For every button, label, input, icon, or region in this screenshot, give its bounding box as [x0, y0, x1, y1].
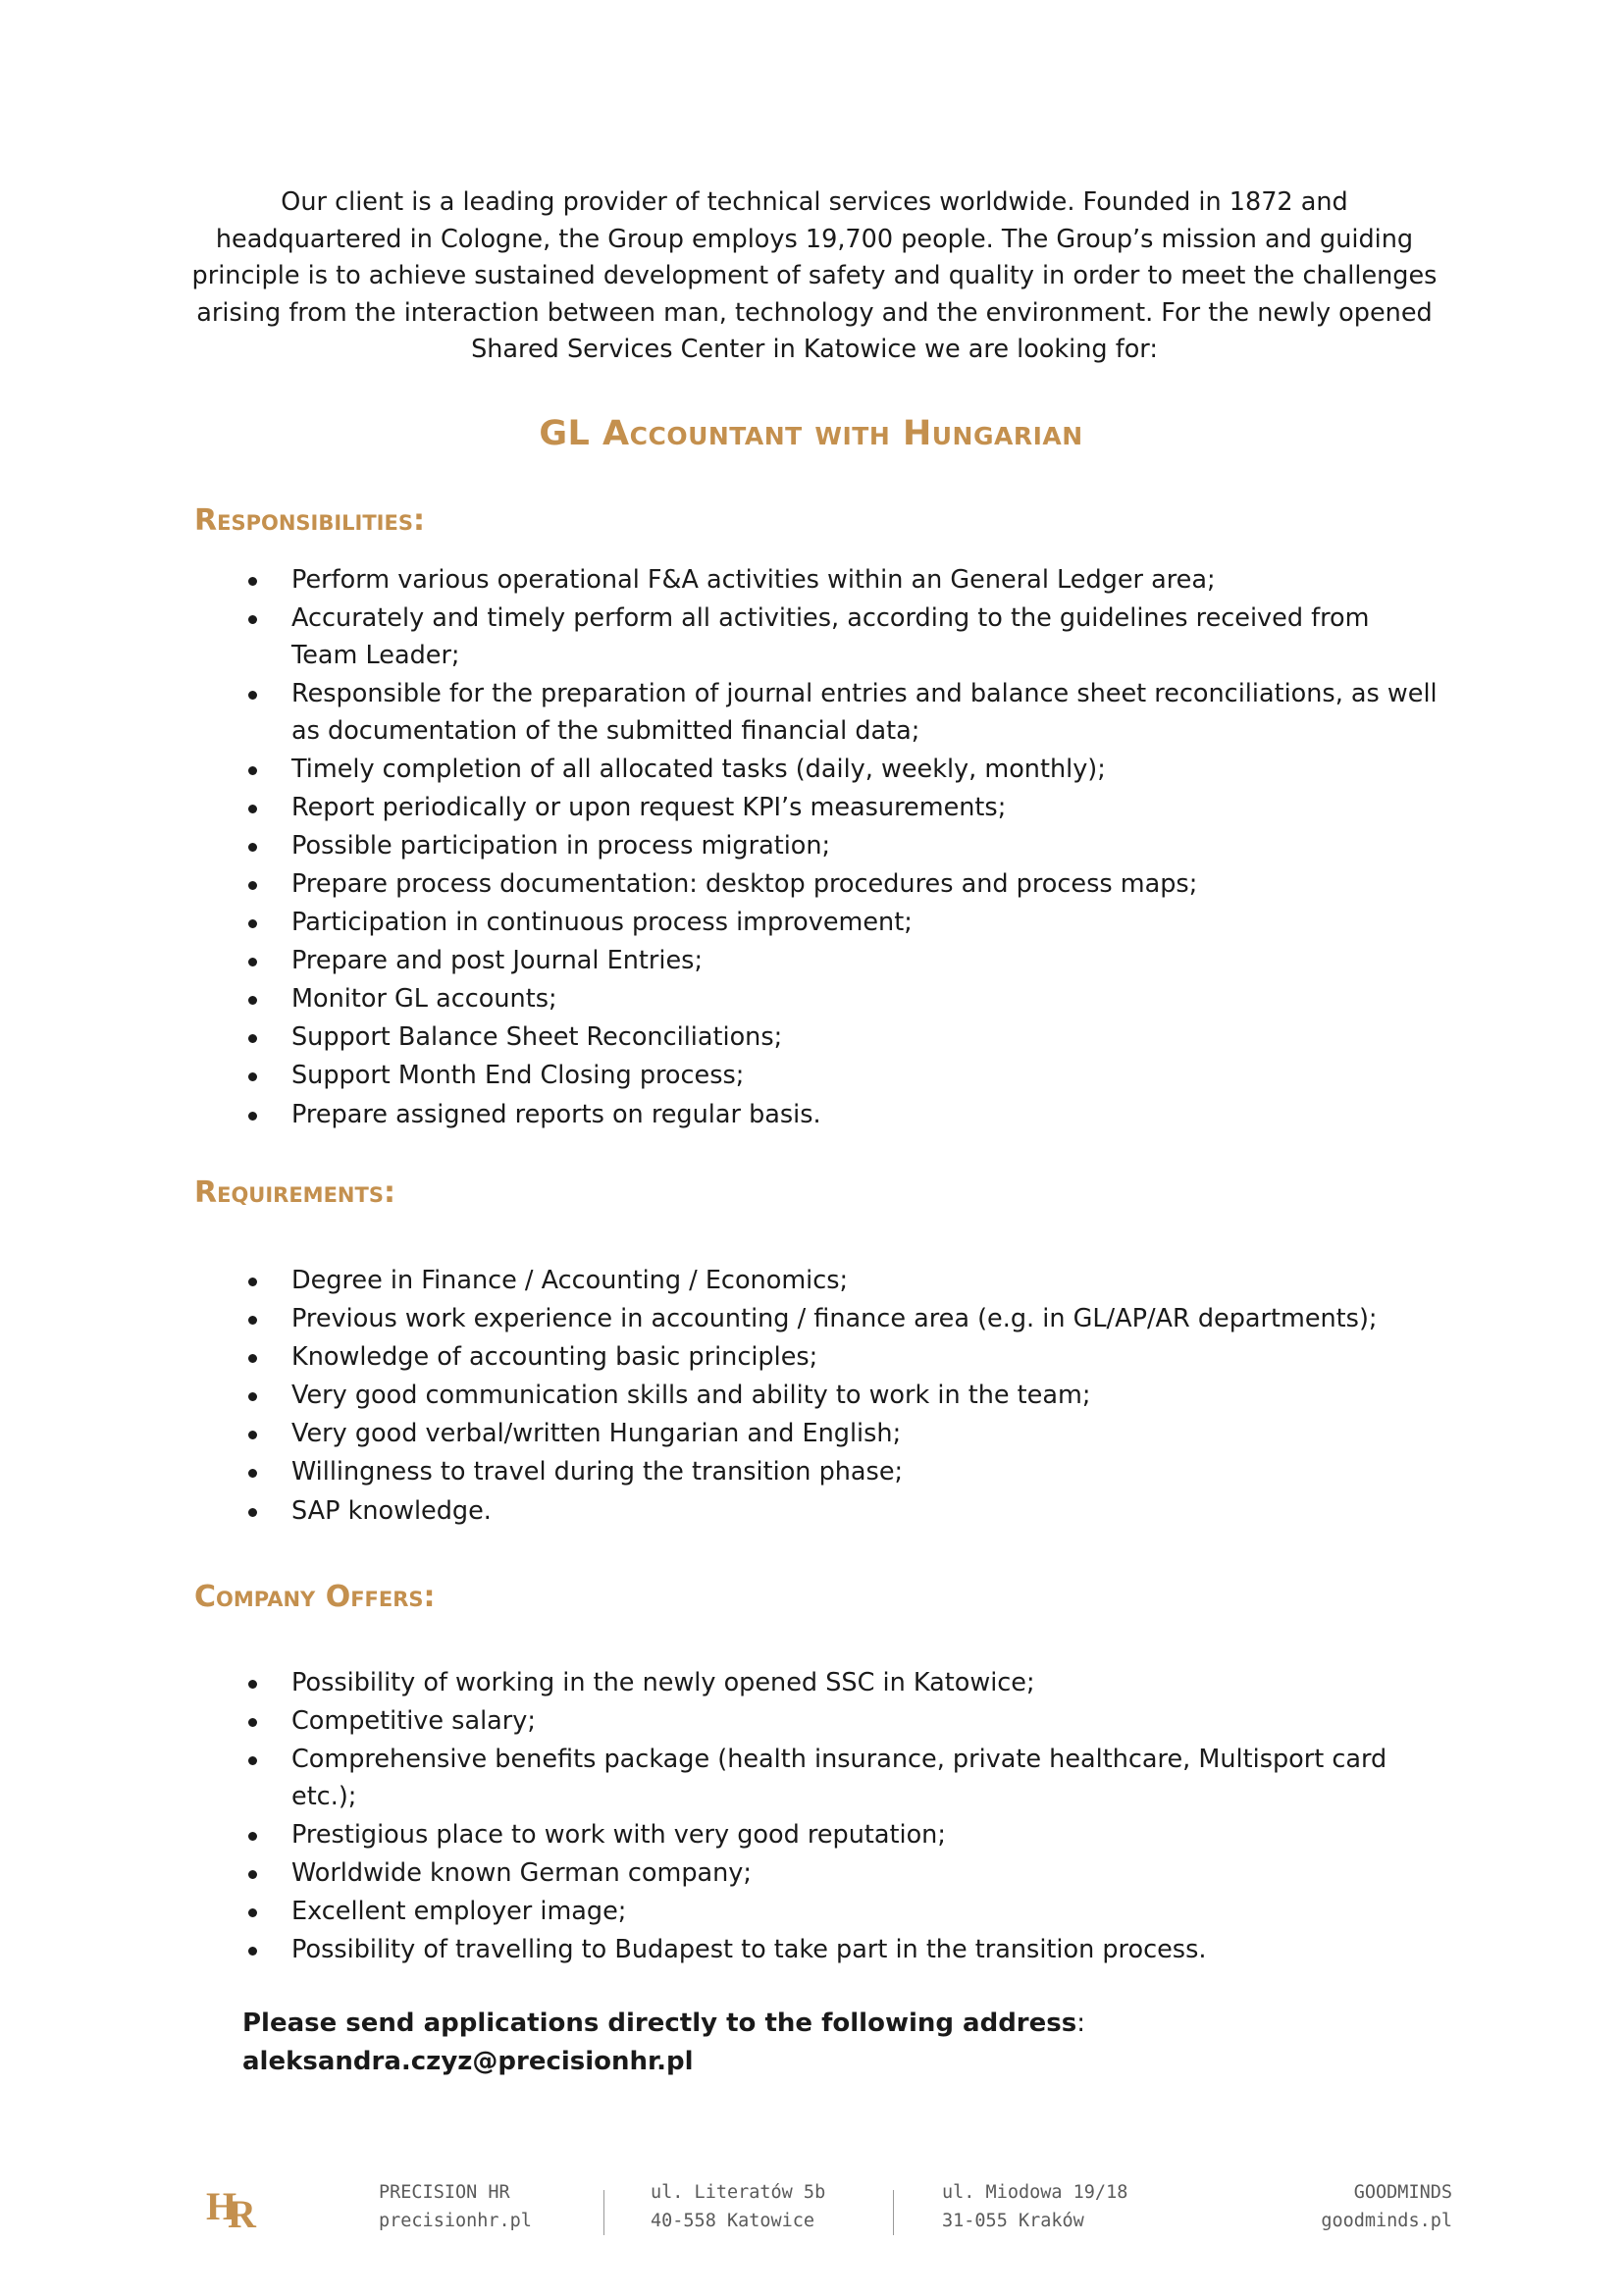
- application-note: [242, 2005, 1085, 2081]
- list-item-text: Prepare process documentation: desktop procedures and process maps;: [291, 868, 1198, 899]
- bullet-icon: [248, 1832, 257, 1841]
- list-item-text: Prepare and post Journal Entries;: [291, 946, 704, 976]
- list-item-text: Degree in Finance / Accounting / Economics;: [291, 1266, 849, 1295]
- bullet-icon: [248, 919, 257, 928]
- list-item-text: Responsible for the preparation of journal entries and balance sheet reconciliations, as well as documentation of the submitted financial data;: [291, 678, 1438, 746]
- footer-street: ul. Miodowa 19/18: [942, 2182, 1128, 2203]
- list-item: [0, 752, 1472, 789]
- list-item: [0, 600, 1472, 674]
- company-offers-heading: Company Offers:: [194, 1580, 436, 1614]
- list-item-text: Monitor GL accounts;: [291, 984, 557, 1015]
- bullet-icon: [248, 1431, 257, 1439]
- svg-text:H: H: [206, 2184, 237, 2228]
- list-item: [0, 1097, 1472, 1134]
- responsibilities-list: [0, 562, 1472, 1135]
- list-item: [0, 981, 1472, 1018]
- list-item-text: SAP knowledge.: [291, 1495, 492, 1526]
- list-item: [0, 1058, 1472, 1095]
- list-item-text: Comprehensive benefits package (health insurance, private healthcare, Multisport card etc.);: [291, 1745, 1387, 1811]
- list-item-text: Prepare assigned reports on regular basis.: [291, 1099, 821, 1129]
- footer-company-name: PRECISION HR: [379, 2182, 510, 2203]
- bullet-icon: [248, 1469, 257, 1478]
- list-item-text: Accurately and timely perform all activities, according to the guidelines received from Team Leader;: [291, 603, 1370, 670]
- application-colon: :: [1076, 2009, 1085, 2038]
- intro-paragraph: Our client is a leading provider of technical services worldwide. Founded in 1872 and headquartered in Cologne, the Group employs 19,700 people. The Group’s mission and guiding principle is to achieve sustained development of safety and quality in order to meet the challenges arising from the interaction between man, technology and the environment. For the newly opened Shared Services Center in Katowice we are looking for:: [191, 187, 1438, 364]
- list-item: [0, 866, 1472, 904]
- bullet-icon: [248, 958, 257, 966]
- footer-krakow-address: [942, 2178, 1127, 2235]
- list-item: [0, 676, 1472, 750]
- precision-hr-logo: [206, 2184, 265, 2238]
- list-item-text: Willingness to travel during the transition phase;: [291, 1457, 904, 1487]
- list-item: [0, 1894, 1472, 1931]
- list-item-text: Excellent employer image;: [291, 1897, 627, 1927]
- footer-katowice-address: [651, 2178, 825, 2235]
- footer-website-link[interactable]: goodminds.pl: [1321, 2211, 1452, 2231]
- list-item: [0, 1301, 1472, 1338]
- application-text: Please send applications directly to the following address: [242, 2009, 1077, 2038]
- bullet-icon: [248, 1870, 257, 1879]
- bullet-icon: [248, 1508, 257, 1517]
- list-item: [0, 790, 1472, 827]
- list-item: [0, 1665, 1472, 1702]
- list-item: [0, 1263, 1472, 1300]
- list-item-text: Very good verbal/written Hungarian and English;: [291, 1419, 902, 1449]
- job-title: GL Accountant with Hungarian: [539, 414, 1083, 453]
- list-item-text: Very good communication skills and ability to work in the team;: [291, 1381, 1091, 1411]
- footer-city: 31-055 Kraków: [942, 2211, 1084, 2231]
- footer-divider: [893, 2190, 894, 2235]
- bullet-icon: [248, 1908, 257, 1917]
- list-item: [0, 1019, 1472, 1057]
- bullet-icon: [248, 1072, 257, 1081]
- svg-text:R: R: [228, 2192, 256, 2229]
- bullet-icon: [248, 1680, 257, 1689]
- list-item: [0, 1703, 1472, 1741]
- list-item-text: Worldwide known German company;: [291, 1858, 752, 1889]
- bullet-icon: [248, 1756, 257, 1765]
- bullet-icon: [248, 1392, 257, 1401]
- list-item: [0, 1742, 1472, 1815]
- bullet-icon: [248, 691, 257, 700]
- bullet-icon: [248, 1278, 257, 1286]
- bullet-icon: [248, 996, 257, 1005]
- bullet-icon: [248, 577, 257, 586]
- bullet-icon: [248, 881, 257, 890]
- list-item: [0, 1932, 1472, 1969]
- list-item: [0, 828, 1472, 865]
- footer-precision-hr: [379, 2178, 532, 2235]
- bullet-icon: [248, 1112, 257, 1121]
- footer-goodminds: [1256, 2178, 1452, 2235]
- bullet-icon: [248, 766, 257, 775]
- list-item: [0, 943, 1472, 980]
- list-item-text: Prestigious place to work with very good reputation;: [291, 1819, 946, 1850]
- list-item: [0, 1855, 1472, 1893]
- list-item: [0, 1454, 1472, 1491]
- list-item: [0, 1416, 1472, 1453]
- application-email[interactable]: aleksandra.czyz@precisionhr.pl: [242, 2047, 694, 2076]
- bullet-icon: [248, 1354, 257, 1363]
- list-item-text: Possibility of working in the newly opened SSC in Katowice;: [291, 1668, 1035, 1697]
- list-item-text: Support Balance Sheet Reconciliations;: [291, 1022, 783, 1053]
- list-item: [0, 1817, 1472, 1854]
- list-item: [0, 905, 1472, 942]
- responsibilities-heading: Responsibilities:: [194, 503, 425, 538]
- footer-divider: [603, 2190, 604, 2235]
- list-item-text: Report periodically or upon request KPI’s measurements;: [291, 792, 1007, 822]
- list-item-text: Competitive salary;: [291, 1706, 536, 1737]
- list-item-text: Possibility of travelling to Budapest to take part in the transition process.: [291, 1935, 1207, 1965]
- list-item-text: Perform various operational F&A activities within an General Ledger area;: [291, 565, 1216, 595]
- bullet-icon: [248, 1034, 257, 1043]
- bullet-icon: [248, 1316, 257, 1325]
- list-item: [0, 1339, 1472, 1377]
- list-item-text: Timely completion of all allocated tasks (daily, weekly, monthly);: [291, 754, 1106, 784]
- list-item-text: Participation in continuous process improvement;: [291, 908, 913, 938]
- page-footer: [0, 2178, 1622, 2247]
- company-offers-list: [0, 1665, 1472, 1970]
- footer-company-name: GOODMINDS: [1353, 2182, 1452, 2203]
- footer-city: 40-558 Katowice: [651, 2211, 815, 2231]
- list-item: [0, 1378, 1472, 1415]
- bullet-icon: [248, 1947, 257, 1956]
- bullet-icon: [248, 1718, 257, 1727]
- bullet-icon: [248, 805, 257, 813]
- footer-street: ul. Literatów 5b: [651, 2182, 826, 2203]
- footer-website-link[interactable]: precisionhr.pl: [379, 2211, 532, 2231]
- list-item: [0, 1493, 1472, 1531]
- list-item-text: Previous work experience in accounting / finance area (e.g. in GL/AP/AR departments);: [291, 1304, 1378, 1334]
- list-item-text: Knowledge of accounting basic principles;: [291, 1342, 818, 1373]
- bullet-icon: [248, 615, 257, 624]
- requirements-heading: Requirements:: [194, 1175, 395, 1210]
- list-item-text: Possible participation in process migration;: [291, 830, 831, 861]
- requirements-list: [0, 1263, 1472, 1532]
- list-item: [0, 562, 1472, 600]
- list-item-text: Support Month End Closing process;: [291, 1061, 745, 1091]
- bullet-icon: [248, 843, 257, 852]
